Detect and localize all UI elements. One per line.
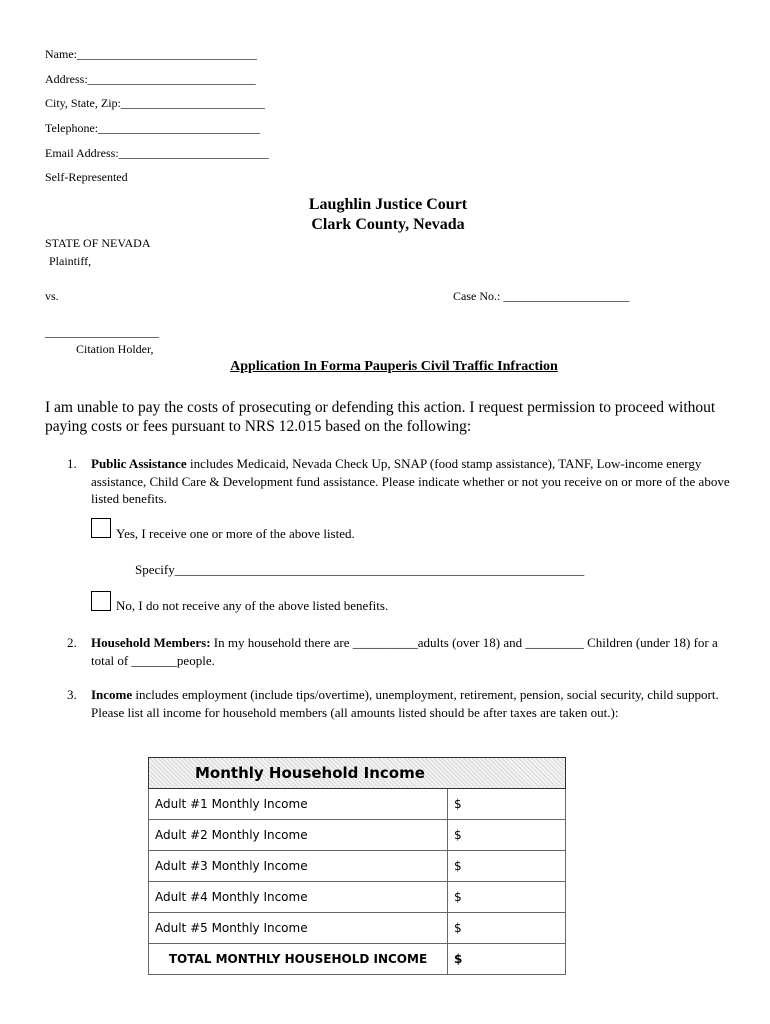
table-row (149, 913, 566, 944)
item-text: includes Medicaid, Nevada Check Up, SNAP (food stamp assistance), TANF, Low-income energy assistance, Child Care & Development fund assistance. Please indicate whether or not you receive on or more of the above listed benefits. (91, 456, 730, 506)
table-row (149, 789, 566, 820)
specify-field[interactable]: Specify_______________________________________________________________ (135, 562, 585, 577)
item-number: 2. (67, 635, 77, 650)
court-name: Laughlin Justice Court (308, 196, 468, 213)
table-title: Monthly Household Income (149, 758, 566, 789)
name-field[interactable]: Name:______________________________ (45, 47, 257, 61)
case-number-field[interactable]: Case No.: _____________________ (453, 289, 630, 303)
citation-holder-label: Citation Holder, (76, 342, 154, 356)
total-income-input[interactable]: $ (448, 944, 566, 975)
plaintiff-label: Plaintiff, (49, 254, 92, 268)
income-amount-input[interactable]: $ (448, 913, 566, 944)
table-row (149, 882, 566, 913)
income-amount-input[interactable]: $ (448, 882, 566, 913)
table-total-row (149, 944, 566, 975)
income-label: Adult #5 Monthly Income (149, 913, 448, 944)
telephone-field[interactable]: Telephone:___________________________ (45, 121, 261, 135)
income-label: Adult #2 Monthly Income (149, 820, 448, 851)
email-field[interactable]: Email Address:_________________________ (45, 146, 269, 160)
citation-holder-line[interactable]: ___________________ (45, 325, 159, 339)
no-option-label: No, I do not receive any of the above listed benefits. (116, 598, 389, 613)
yes-option-label: Yes, I receive one or more of the above listed. (116, 526, 355, 541)
item-heading: Household Members: (91, 635, 211, 650)
income-label: Adult #4 Monthly Income (149, 882, 448, 913)
versus-label: vs. (45, 289, 59, 303)
table-header-row (149, 758, 566, 789)
item-heading: Income (91, 687, 133, 702)
item-body (91, 634, 731, 669)
state-of-nevada: STATE OF NEVADA (45, 236, 151, 250)
table-row (149, 820, 566, 851)
item-public-assistance (67, 455, 737, 509)
item-number: 3. (67, 687, 77, 702)
court-county: Clark County, Nevada (311, 216, 465, 233)
total-income-label: TOTAL MONTHLY HOUSEHOLD INCOME (149, 944, 448, 975)
item-body (91, 455, 731, 508)
income-label: Adult #1 Monthly Income (149, 789, 448, 820)
item-text: In my household there are __________adults (over 18) and _________ Children (under 18) for a total of _______people. (91, 635, 718, 668)
item-text: includes employment (include tips/overtime), unemployment, retirement, pension, social security, child support. Please list all income for household members (all amounts listed should be after taxes are taken out.): (91, 687, 719, 720)
table-row (149, 851, 566, 882)
intro-paragraph: I am unable to pay the costs of prosecuting or defending this action. I request permission to proceed without paying costs or fees pursuant to NRS 12.015 based on the following: (45, 399, 716, 435)
yes-checkbox[interactable] (91, 518, 111, 538)
item-income (67, 686, 737, 740)
item-heading: Public Assistance (91, 456, 187, 471)
item-body (91, 686, 731, 721)
item-household-members (67, 634, 737, 670)
income-amount-input[interactable]: $ (448, 851, 566, 882)
self-represented-label: Self-Represented (45, 170, 128, 184)
monthly-income-table (148, 757, 566, 975)
income-amount-input[interactable]: $ (448, 789, 566, 820)
income-amount-input[interactable]: $ (448, 820, 566, 851)
city-state-zip-field[interactable]: City, State, Zip:________________________ (45, 96, 265, 110)
income-label: Adult #3 Monthly Income (149, 851, 448, 882)
no-checkbox[interactable] (91, 591, 111, 611)
item-number: 1. (67, 456, 77, 471)
address-field[interactable]: Address:____________________________ (45, 72, 256, 86)
document-title: Application In Forma Pauperis Civil Traffic Infraction (230, 359, 558, 374)
